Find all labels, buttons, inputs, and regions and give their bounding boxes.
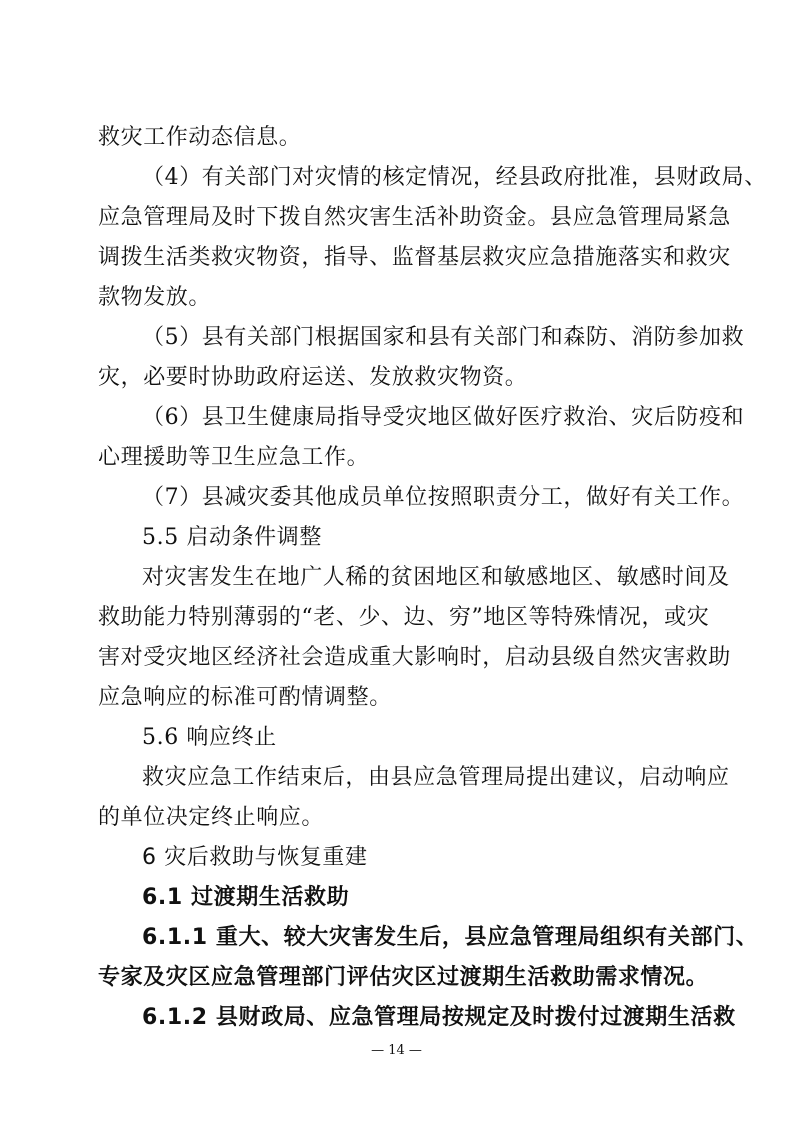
text-line: （7）县减灾委其他成员单位按照职责分工，做好有关工作。 (142, 485, 745, 510)
text-line: 应急管理局及时下拨自然灾害生活补助资金。县应急管理局紧急 (98, 205, 731, 230)
text-line: 害对受灾地区经济社会造成重大影响时，启动县级自然灾害救助 (98, 645, 731, 670)
section-heading: 5.6 响应终止 (142, 725, 277, 750)
text-line: 的单位决定终止响应。 (98, 805, 325, 830)
text-line: 调拨生活类救灾物资，指导、监督基层救灾应急措施落实和救灾 (98, 245, 731, 270)
text-line: 灾，必要时协助政府运送、发放救灾物资。 (98, 365, 528, 390)
text-line: （4）有关部门对灾情的核定情况，经县政府批准，县财政局、 (142, 165, 767, 190)
text-line: 对灾害发生在地广人稀的贫困地区和敏感地区、敏感时间及 (142, 565, 730, 590)
text-line: 款物发放。 (98, 285, 212, 310)
text-line: 救灾应急工作结束后，由县应急管理局提出建议，启动响应 (142, 765, 730, 790)
text-line-bold: 专家及灾区应急管理部门评估灾区过渡期生活救助需求情况。 (98, 965, 709, 990)
text-line: 心理援助等卫生应急工作。 (98, 445, 370, 470)
page-number: — 14 — (371, 1043, 422, 1058)
text-line: 应急响应的标准可酌情调整。 (98, 685, 392, 710)
subsection-heading: 6.1 过渡期生活救助 (142, 885, 350, 910)
section-heading: 5.5 启动条件调整 (142, 525, 322, 550)
text-line: （6）县卫生健康局指导受灾地区做好医疗救治、灾后防疫和 (142, 405, 745, 430)
text-line: 救助能力特别薄弱的“老、少、边、穷”地区等特殊情况，或灾 (98, 605, 710, 630)
text-line: （5）县有关部门根据国家和县有关部门和森防、消防参加救 (142, 325, 745, 350)
text-line-bold: 6.1.1 重大、较大灾害发生后，县应急管理局组织有关部门、 (142, 925, 759, 950)
chapter-heading: 6 灾后救助与恢复重建 (142, 845, 368, 870)
text-line-bold: 6.1.2 县财政局、应急管理局按规定及时拨付过渡期生活救 (142, 1005, 736, 1030)
text-line: 救灾工作动态信息。 (98, 125, 302, 150)
